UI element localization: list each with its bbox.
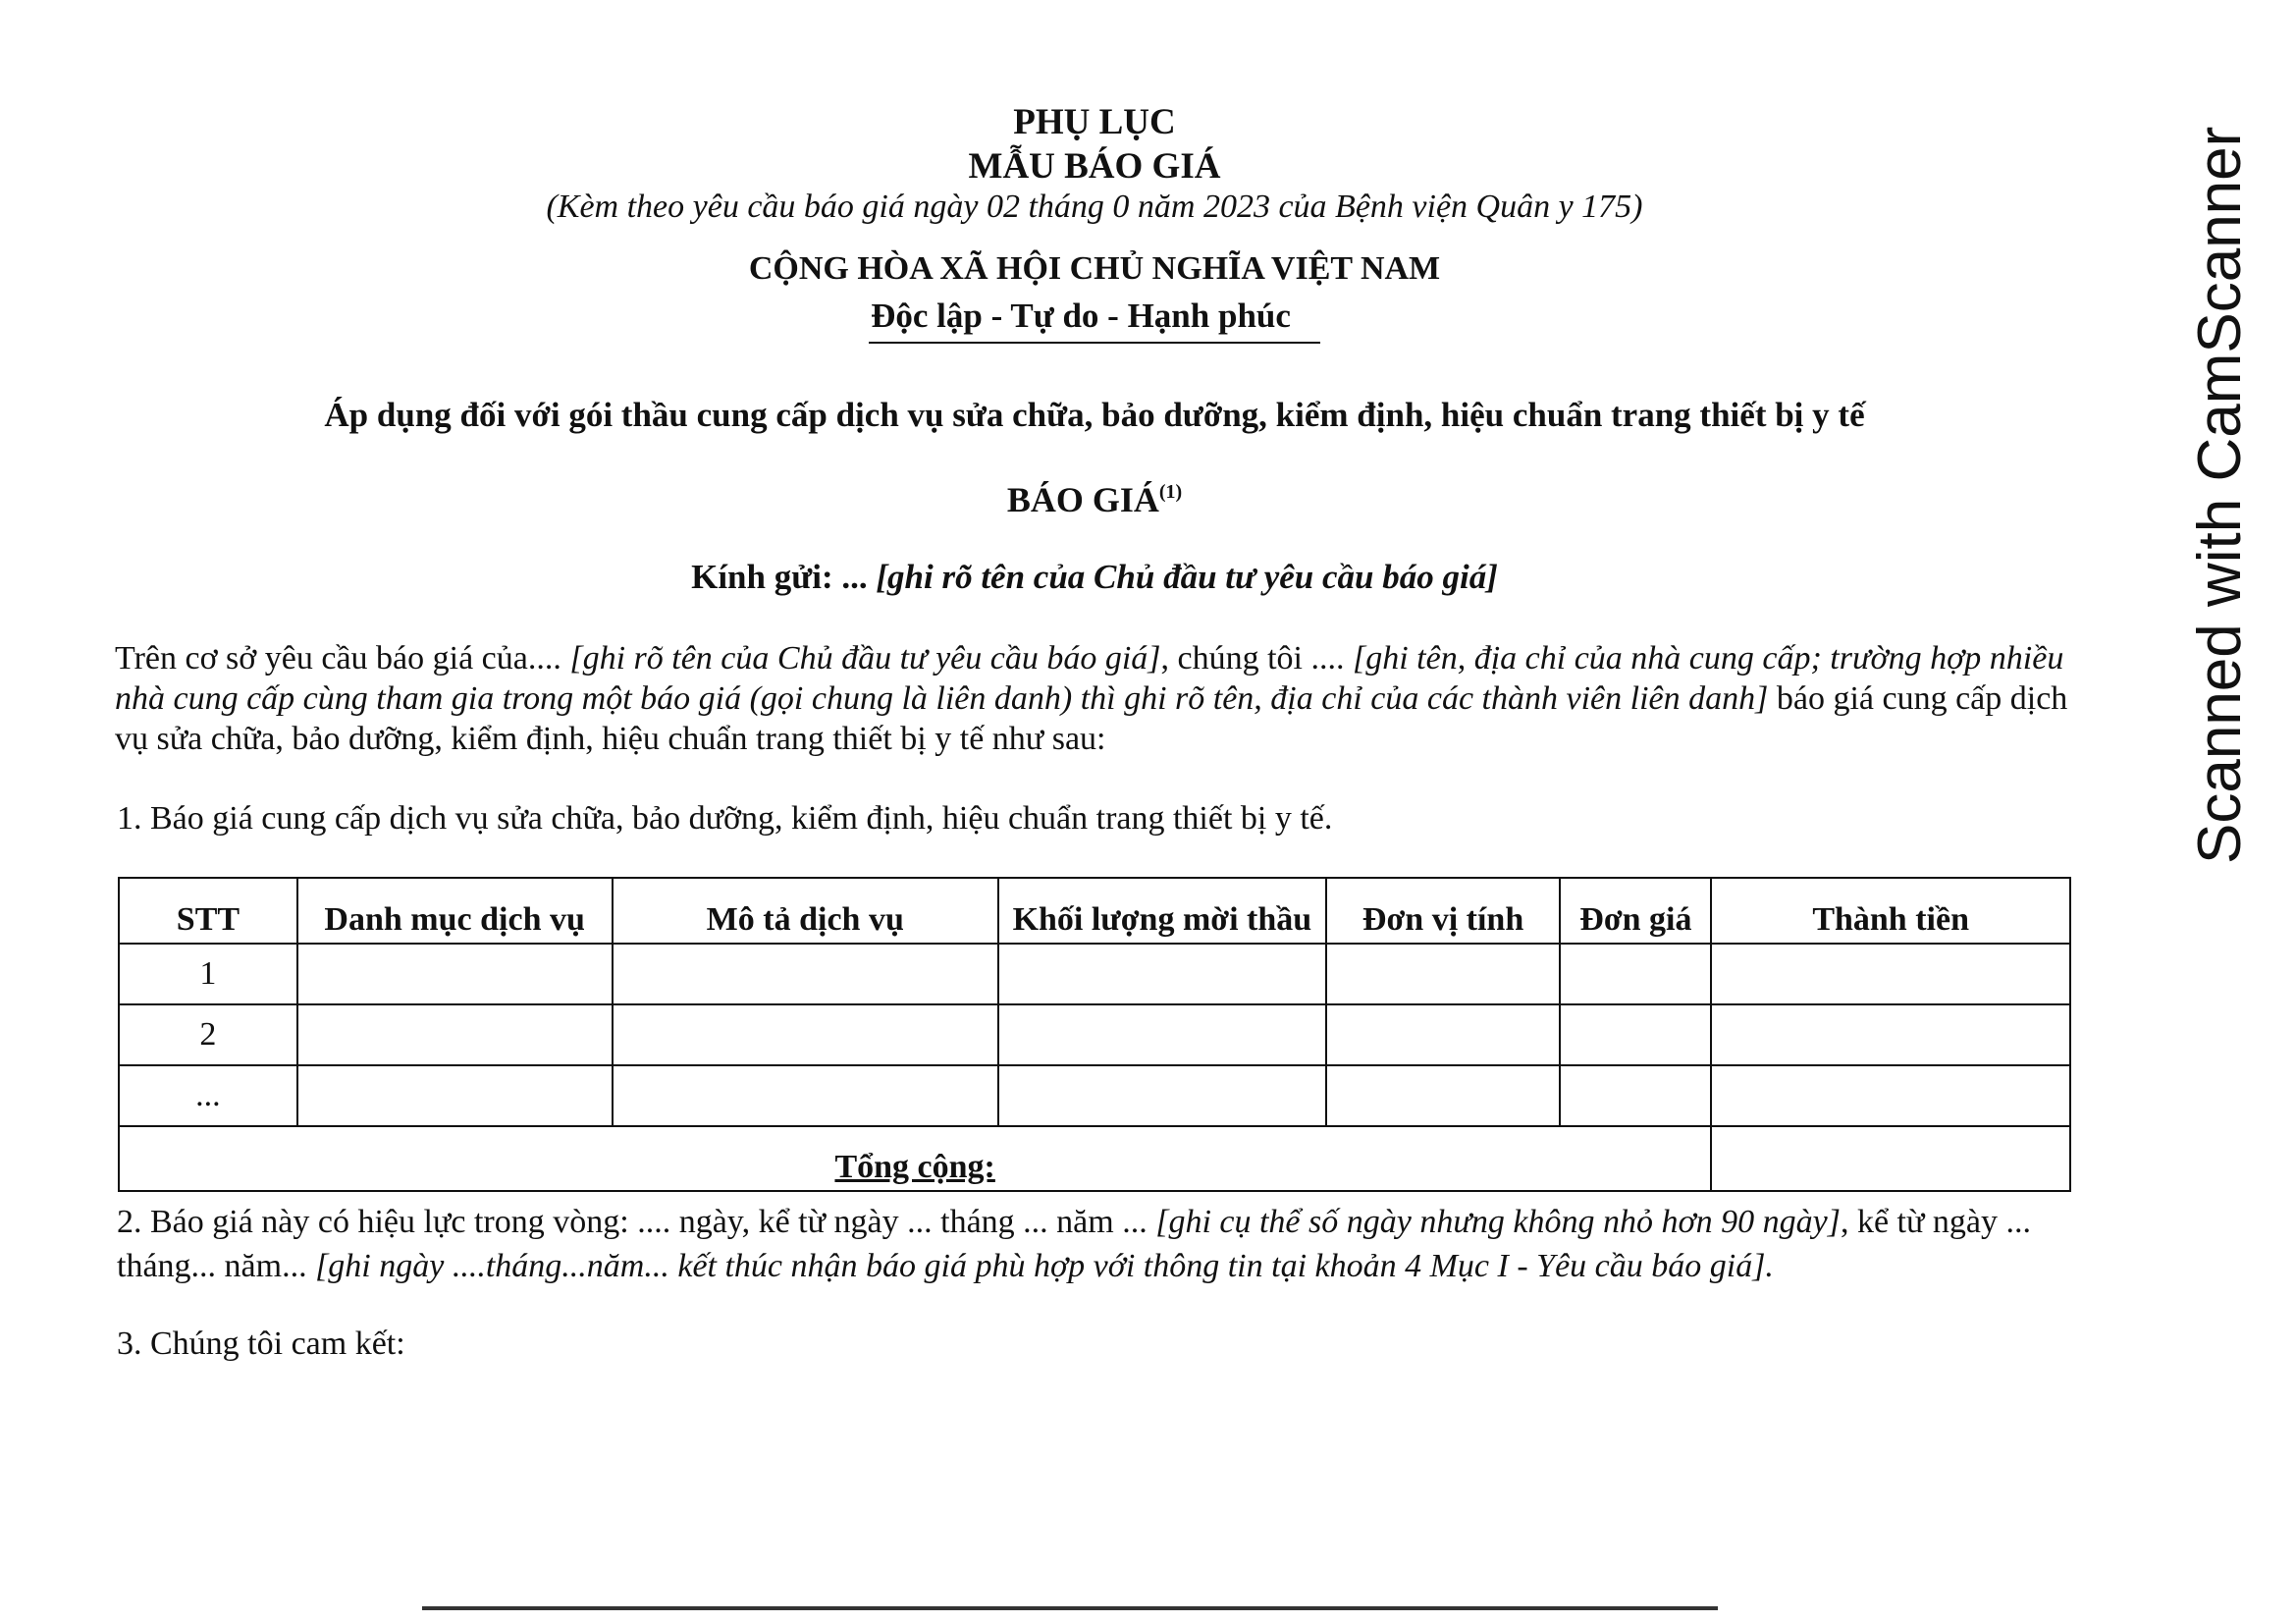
item2-part4: [ghi ngày ....tháng...năm... kết thúc nhận báo giá phù hợp với thông tin tại khoản 4 Mục I - Yêu cầu báo giá]. [315,1248,1774,1284]
table-header-row [119,878,2070,944]
row-stt: 2 [119,1004,297,1065]
intro-part2: [ghi rõ tên của Chủ đầu tư yêu cầu báo giá] [569,640,1161,676]
table-row [119,1065,2070,1126]
table-cell [1326,1065,1561,1126]
table-cell [1711,944,2070,1004]
item-2 [117,1200,2090,1288]
motto-line [0,297,2189,344]
table-cell [1326,944,1561,1004]
item-3: 3. Chúng tôi cam kết: [117,1325,405,1362]
header-amount: Thành tiền [1711,878,2070,944]
quote-table [118,877,2071,1192]
table-cell [1560,944,1711,1004]
greeting-line [0,558,2189,597]
item2-part3: , kể từ ngày ... tháng... năm... [117,1204,2032,1284]
total-value-cell [1711,1126,2070,1191]
header-service-category: Danh mục dịch vụ [297,878,613,944]
item-1: 1. Báo giá cung cấp dịch vụ sửa chữa, bảo dưỡng, kiểm định, hiệu chuẩn trang thiết bị y tế. [117,800,1333,837]
intro-part5: báo giá cung cấp dịch vụ sửa chữa, bảo dưỡng, kiểm định, hiệu chuẩn trang thiết bị y tế như sau: [115,680,2068,757]
table-cell [297,1065,613,1126]
table-total-row [119,1126,2070,1191]
table-row [119,944,2070,1004]
table-cell [998,1004,1326,1065]
intro-part4: [ghi tên, địa chỉ của nhà cung cấp; trường hợp nhiều nhà cung cấp cùng tham gia trong một báo giá (gọi chung là liên danh) thì ghi rõ tên, địa chỉ của các thành viên liên danh] [115,640,2064,717]
intro-part1: Trên cơ sở yêu cầu báo giá của.... [115,640,570,676]
form-title: MẪU BÁO GIÁ [968,146,1221,187]
motto: Độc lập - Tự do - Hạnh phúc [869,297,1320,344]
table-cell [613,1065,999,1126]
header-stt: STT [119,878,297,944]
total-label: Tổng cộng: [834,1149,995,1185]
quote-title [0,479,2189,520]
quote-title-text: BÁO GIÁ [1006,480,1159,519]
row-stt: 1 [119,944,297,1004]
header-quantity: Khối lượng mời thầu [998,878,1326,944]
table-cell [998,1065,1326,1126]
table-cell [998,944,1326,1004]
table-cell [1560,1065,1711,1126]
table-cell [1711,1065,2070,1126]
greeting-placeholder: [ghi rõ tên của Chủ đầu tư yêu cầu báo giá] [867,558,1498,596]
table-cell [297,944,613,1004]
header-unit-price: Đơn giá [1560,878,1711,944]
appendix-title: PHỤ LỤC [1013,102,1176,142]
applies-to-heading: Áp dụng đối với gói thầu cung cấp dịch vụ sửa chữa, bảo dưỡng, kiểm định, hiệu chuẩn trang thiết bị y tế [324,396,1865,434]
header-unit: Đơn vị tính [1326,878,1561,944]
intro-part3: , chúng tôi .... [1160,640,1353,676]
table-cell [1326,1004,1561,1065]
quote-title-footnote: (1) [1158,481,1183,503]
scan-edge-line [422,1606,1718,1610]
national-header: CỘNG HÒA XÃ HỘI CHỦ NGHĨA VIỆT NAM [748,250,1441,287]
table-cell [297,1004,613,1065]
item2-part1: 2. Báo giá này có hiệu lực trong vòng: .... ngày, kể từ ngày ... tháng ... năm ... [117,1204,1156,1240]
table-cell [1711,1004,2070,1065]
table-cell [613,1004,999,1065]
form-subtitle: (Kèm theo yêu cầu báo giá ngày 02 tháng 0 năm 2023 của Bệnh viện Quân y 175) [546,189,1643,225]
table-cell [1560,1004,1711,1065]
header-service-description: Mô tả dịch vụ [613,878,999,944]
item2-part2: [ghi cụ thể số ngày nhưng không nhỏ hơn 90 ngày] [1155,1204,1841,1240]
total-label-cell [119,1126,1711,1191]
row-stt: ... [119,1065,297,1126]
intro-paragraph [115,638,2068,759]
greeting-label: Kính gửi: ... [691,558,868,596]
scanner-watermark: Scanned with CamScanner [2186,126,2254,864]
table-cell [613,944,999,1004]
table-row [119,1004,2070,1065]
